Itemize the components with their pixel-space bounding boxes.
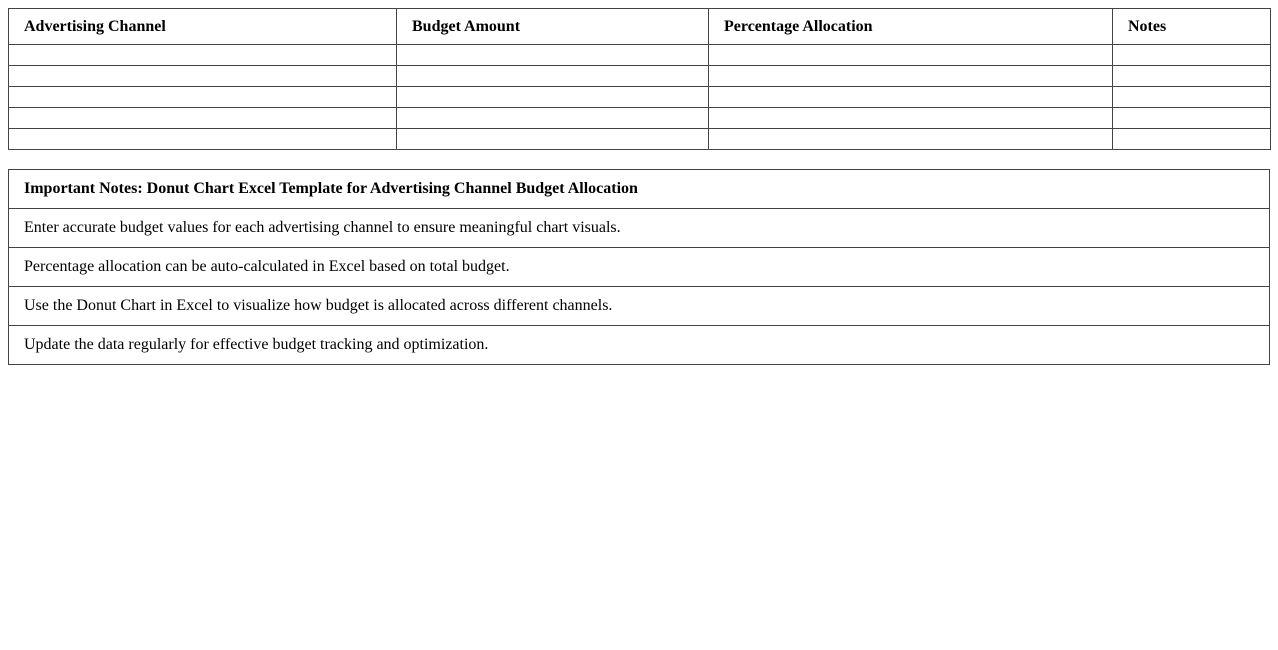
budget-template-table [8,8,1271,150]
empty-cell [709,45,1113,66]
important-notes-table [8,169,1270,365]
empty-cell [1113,129,1271,150]
empty-cell [9,108,397,129]
notes-title: Important Notes: Donut Chart Excel Template for Advertising Channel Budget Allocation [9,170,1270,209]
budget-table-empty-row [9,45,1271,66]
empty-cell [9,45,397,66]
empty-cell [1113,87,1271,108]
empty-cell [1113,45,1271,66]
empty-cell [397,45,709,66]
budget-table-empty-row [9,87,1271,108]
empty-cell [709,66,1113,87]
budget-table-empty-row [9,129,1271,150]
empty-cell [709,129,1113,150]
empty-cell [1113,66,1271,87]
notes-item-row [9,248,1270,287]
budget-table-header-row [9,9,1271,45]
notes-item-text: Use the Donut Chart in Excel to visualize how budget is allocated across different channels. [9,287,1270,326]
budget-table-empty-row [9,108,1271,129]
notes-item-row [9,287,1270,326]
empty-cell [9,87,397,108]
notes-item-text: Enter accurate budget values for each advertising channel to ensure meaningful chart visuals. [9,209,1270,248]
budget-table-empty-row [9,66,1271,87]
empty-cell [397,66,709,87]
empty-cell [397,87,709,108]
header-notes: Notes [1113,9,1271,45]
empty-cell [9,66,397,87]
empty-cell [9,129,397,150]
notes-item-row [9,326,1270,365]
empty-cell [709,87,1113,108]
header-advertising-channel: Advertising Channel [9,9,397,45]
notes-item-text: Percentage allocation can be auto-calculated in Excel based on total budget. [9,248,1270,287]
header-budget-amount: Budget Amount [397,9,709,45]
notes-item-row [9,209,1270,248]
empty-cell [397,129,709,150]
empty-cell [397,108,709,129]
empty-cell [1113,108,1271,129]
empty-cell [709,108,1113,129]
header-percentage-allocation: Percentage Allocation [709,9,1113,45]
notes-title-row [9,170,1270,209]
notes-item-text: Update the data regularly for effective budget tracking and optimization. [9,326,1270,365]
